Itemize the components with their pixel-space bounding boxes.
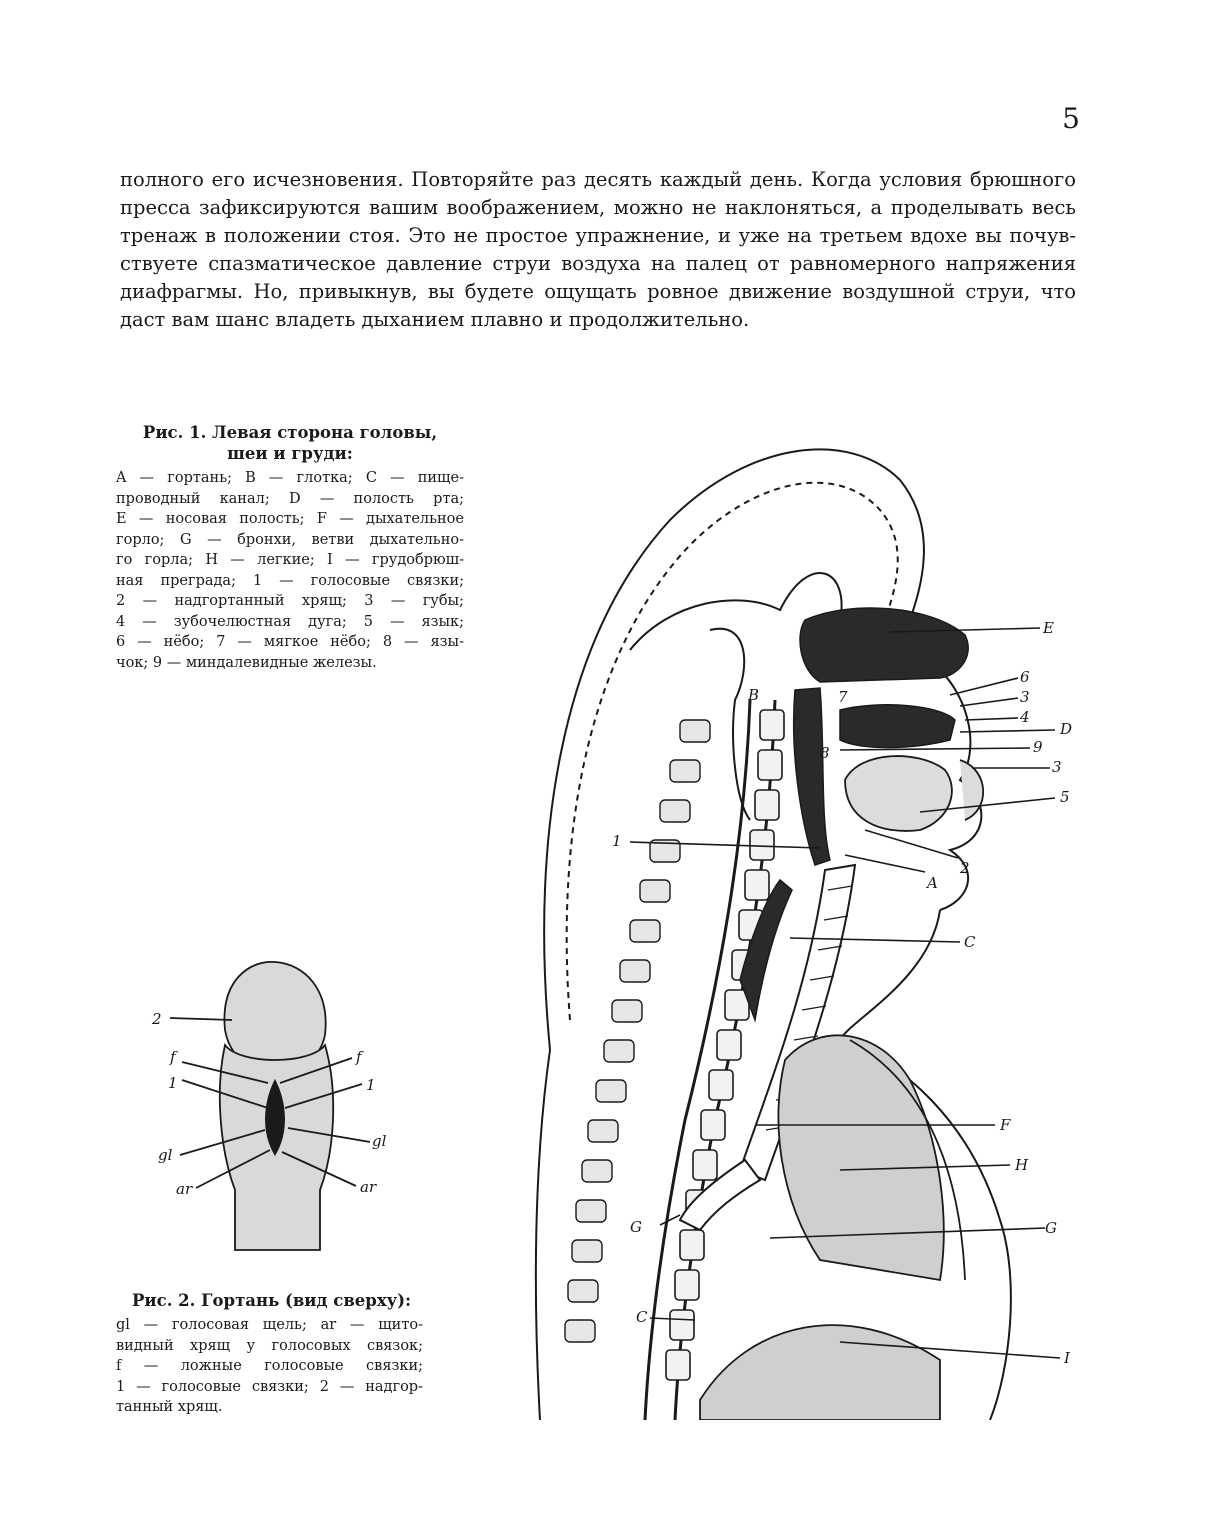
figure2-title: Рис. 2. Гортань (вид сверху): xyxy=(132,1291,412,1310)
label-gl-right: gl xyxy=(372,1132,387,1150)
label-G-bronchus: G xyxy=(630,1218,642,1236)
body-line: пресса зафиксируются вашим воображением, можно не наклоняться, а проделывать весь xyxy=(120,196,1076,219)
larynx-top-view-illustration xyxy=(140,950,410,1260)
label-8: 8 xyxy=(820,744,830,762)
label-3-lower: 3 xyxy=(1052,758,1062,776)
legend-line: A — гортань; B — глотка; C — пище- xyxy=(116,470,464,486)
label-2: 2 xyxy=(960,859,970,877)
label-ar-right: ar xyxy=(360,1178,377,1196)
label-C-esophagus: C xyxy=(636,1308,648,1326)
label-D: D xyxy=(1060,720,1073,738)
legend-line: проводный канал; D — полость рта; xyxy=(116,490,464,507)
legend-line: f — ложные голосовые связки; xyxy=(116,1358,423,1374)
label-A: A xyxy=(927,874,938,892)
larynx-svg xyxy=(140,950,410,1260)
body-line: тренаж в положении стоя. Это не простое упражнение, и уже на третьем вдохе вы почув- xyxy=(120,224,1076,247)
label-7: 7 xyxy=(838,688,848,706)
anatomy-svg xyxy=(520,420,1120,1420)
lung xyxy=(778,1035,943,1280)
diaphragm xyxy=(700,1325,940,1420)
esophagus xyxy=(740,880,792,1020)
label-6: 6 xyxy=(1020,668,1030,686)
label-1: 1 xyxy=(612,832,622,850)
body-line: диафрагмы. Но, привыкнув, вы будете ощущать ровное движение воздушной струи, что xyxy=(120,280,1076,303)
lower-lip xyxy=(960,760,983,820)
legend-line: танный хрящ. xyxy=(116,1399,223,1415)
body-line: полного его исчезновения. Повторяйте раз десять каждый день. Когда условия брюшного xyxy=(120,168,1076,191)
body-paragraph xyxy=(120,166,1076,334)
label-F: F xyxy=(1000,1116,1011,1134)
label-3-upper: 3 xyxy=(1020,688,1030,706)
figure1-title xyxy=(116,422,464,464)
figure1-legend xyxy=(116,468,464,673)
legend-line: E — носовая полость; F — дыхательное xyxy=(116,511,464,527)
page-number: 5 xyxy=(1062,102,1080,135)
label-f-left: f xyxy=(170,1048,176,1066)
label-1-left: 1 xyxy=(168,1074,178,1092)
label-f-right: f xyxy=(356,1048,362,1066)
pharynx xyxy=(794,688,830,865)
figure2-legend xyxy=(116,1315,423,1418)
label-5: 5 xyxy=(1060,788,1070,806)
figure1-caption xyxy=(116,422,464,673)
label-C: C xyxy=(964,933,976,951)
legend-line: го горла; H — легкие; I — грудобрюш- xyxy=(116,552,464,568)
label-4: 4 xyxy=(1020,708,1030,726)
legend-line: горло; G — бронхи, ветви дыхательно- xyxy=(116,531,464,548)
anatomy-head-neck-chest-illustration xyxy=(520,420,1120,1420)
label-ar-left: ar xyxy=(176,1180,193,1198)
legend-line: 1 — голосовые связки; 2 — надгор- xyxy=(116,1378,423,1395)
oral-cavity xyxy=(840,705,955,748)
label-H: H xyxy=(1015,1156,1029,1174)
label-I: I xyxy=(1064,1349,1070,1367)
label-2: 2 xyxy=(152,1010,162,1028)
tongue xyxy=(845,756,952,831)
body-line: ствуете спазматическое давление струи воздуха на палец от равномерного напряжения xyxy=(120,252,1076,275)
body-line: даст вам шанс владеть дыханием плавно и продолжительно. xyxy=(120,308,750,331)
label-G: G xyxy=(1045,1219,1057,1237)
label-1-right: 1 xyxy=(366,1076,376,1094)
legend-line: ная преграда; 1 — голосовые связки; xyxy=(116,572,464,589)
nasal-cavity xyxy=(800,608,968,682)
legend-line: видный хрящ у голосовых связок; xyxy=(116,1337,423,1354)
label-E: E xyxy=(1043,619,1054,637)
label-gl-left: gl xyxy=(158,1146,173,1164)
figure1-title-line: шеи и груди: xyxy=(227,444,353,463)
legend-line: 6 — нёбо; 7 — мягкое нёбо; 8 — язы- xyxy=(116,634,464,650)
figure1-title-line: Рис. 1. Левая сторона головы, xyxy=(142,423,438,442)
legend-line: чок; 9 — миндалевидные железы. xyxy=(116,654,377,671)
label-9: 9 xyxy=(1033,738,1043,756)
legend-line: 4 — зубочелюстная дуга; 5 — язык; xyxy=(116,613,464,630)
legend-line: gl — голосовая щель; ar — щито- xyxy=(116,1317,423,1333)
label-B: B xyxy=(748,686,760,704)
figure2-caption xyxy=(116,1290,423,1418)
back-outline xyxy=(536,1050,550,1420)
legend-line: 2 — надгортанный хрящ; 3 — губы; xyxy=(116,593,464,609)
